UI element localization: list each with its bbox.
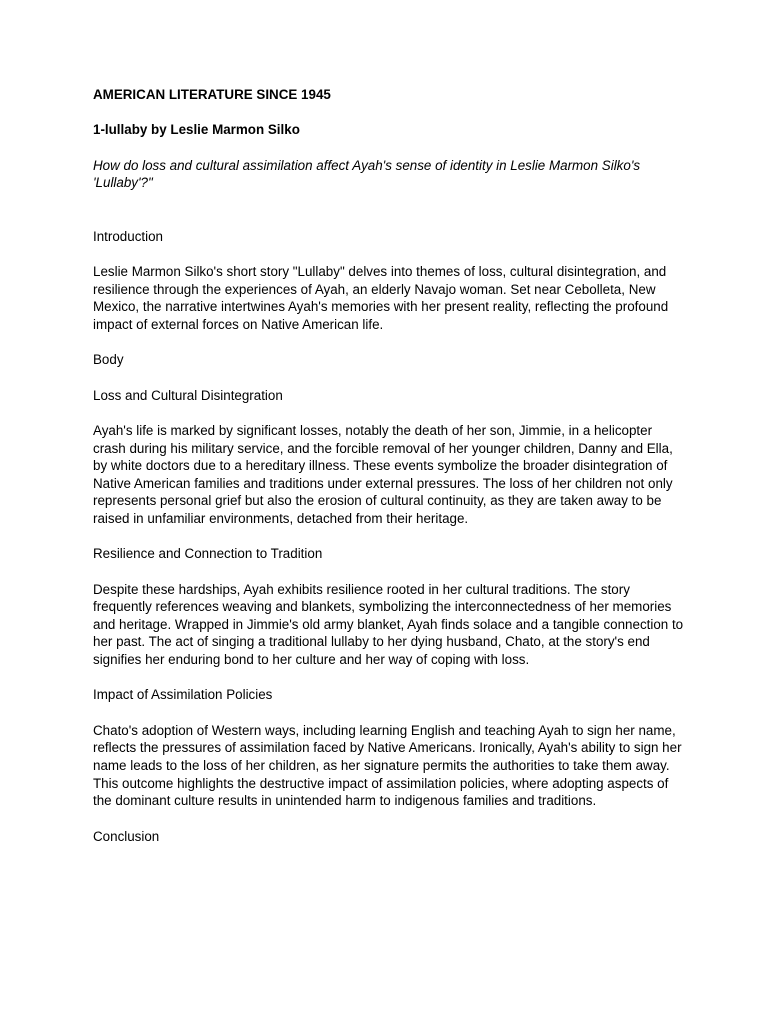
impact-heading: Impact of Assimilation Policies — [93, 687, 273, 703]
resilience-paragraph: Despite these hardships, Ayah exhibits resilience rooted in her cultural traditions. The story frequently references weaving and blankets, symbolizing the interconnectedness of her memories and heritage. Wrapped in Jimmie's old army blanket, Ayah finds solace and a tangible connection to her past. The act of singing a traditional lullaby to her dying husband, Chato, at the story's end signifies her enduring bond to her culture and her way of coping with loss. — [93, 581, 684, 668]
introduction-heading: Introduction — [93, 228, 163, 244]
essay-question: How do loss and cultural assimilation affect Ayah's sense of identity in Leslie Marmon Silko's 'Lullaby'?" — [93, 157, 641, 191]
document-page — [93, 86, 685, 845]
story-title: 1-lullaby by Leslie Marmon Silko — [93, 122, 300, 138]
impact-paragraph: Chato's adoption of Western ways, including learning English and teaching Ayah to sign her name, reflects the pressures of assimilation faced by Native Americans. Ironically, Ayah's ability to sign her name leads to the loss of her children, as her signature permits the authorities to take them away. This outcome highlights the destructive impact of assimilation policies, where adopting aspects of the dominant culture results in unintended harm to indigenous families and traditions. — [93, 722, 682, 809]
loss-paragraph: Ayah's life is marked by significant losses, notably the death of her son, Jimmie, in a helicopter crash during his military service, and the forcible removal of her younger children, Danny and Ella, by white doctors due to a hereditary illness. These events symbolize the broader disintegration of Native American families and traditions under external pressures. The loss of her children not only represents personal grief but also the erosion of cultural continuity, as they are taken away to be raised in unfamiliar environments, detached from their heritage. — [93, 422, 673, 526]
introduction-paragraph: Leslie Marmon Silko's short story "Lullaby" delves into themes of loss, cultural disintegration, and resilience through the experiences of Ayah, an elderly Navajo woman. Set near Cebolleta, New Mexico, the narrative intertwines Ayah's memories with her present reality, reflecting the profound impact of external forces on Native American life. — [93, 263, 669, 332]
conclusion-heading: Conclusion — [93, 828, 160, 844]
course-title: AMERICAN LITERATURE SINCE 1945 — [93, 87, 331, 102]
resilience-heading: Resilience and Connection to Tradition — [93, 546, 323, 562]
body-heading: Body — [93, 352, 124, 368]
loss-heading: Loss and Cultural Disintegration — [93, 387, 283, 403]
